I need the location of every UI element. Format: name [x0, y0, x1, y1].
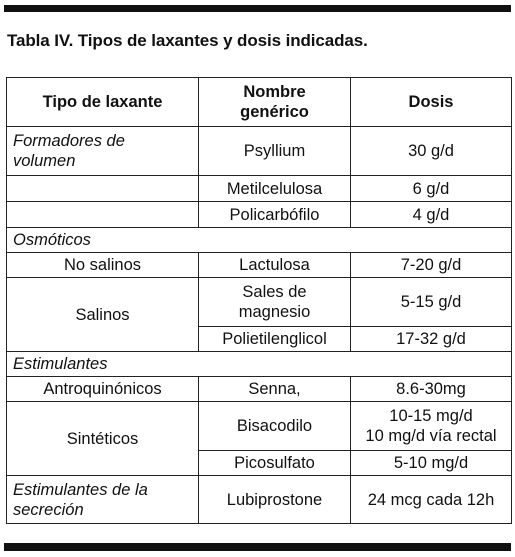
header-nombre-line1: Nombre — [243, 83, 306, 101]
section-row — [7, 228, 512, 253]
nombre-cell: Policarbófilo — [199, 202, 351, 228]
nombre-cell: Senna, — [199, 377, 351, 402]
category-line: Estimulantes de la — [13, 480, 148, 499]
dosis-cell: 6 g/d — [351, 176, 512, 202]
dosis-cell — [351, 402, 512, 451]
nombre-cell: Lubiprostone — [199, 476, 351, 524]
dosis-cell: 30 g/d — [351, 127, 512, 176]
dosis-cell: 5-10 mg/d — [351, 451, 512, 476]
nombre-line: magnesio — [238, 303, 311, 321]
tipo-cell: Salinos — [7, 278, 199, 352]
category-secrecion — [7, 476, 199, 524]
header-nombre-line2: genérico — [240, 103, 309, 121]
dosis-cell: 8.6-30mg — [351, 377, 512, 402]
tipo-cell: No salinos — [7, 253, 199, 278]
top-rule — [4, 5, 511, 12]
category-osmoticos: Osmóticos — [7, 228, 512, 253]
category-estimulantes: Estimulantes — [7, 352, 512, 377]
nombre-cell: Metilcelulosa — [199, 176, 351, 202]
table-row — [7, 278, 512, 327]
dosis-cell: 4 g/d — [351, 202, 512, 228]
dosis-line: 10-15 mg/d — [389, 407, 473, 425]
nombre-cell: Picosulfato — [199, 451, 351, 476]
bottom-rule — [4, 543, 511, 551]
empty-cell — [7, 176, 199, 202]
nombre-cell: Psyllium — [199, 127, 351, 176]
nombre-cell: Bisacodilo — [199, 402, 351, 451]
tipo-cell: Sintéticos — [7, 402, 199, 476]
category-line: Formadores de — [13, 132, 125, 150]
dosis-cell: 7-20 g/d — [351, 253, 512, 278]
nombre-cell: Lactulosa — [199, 253, 351, 278]
table-row — [7, 127, 512, 176]
table-row — [7, 202, 512, 228]
category-line: volumen — [13, 152, 76, 170]
empty-cell — [7, 202, 199, 228]
nombre-cell: Polietilenglicol — [199, 327, 351, 352]
header-row — [7, 78, 512, 127]
table-row — [7, 402, 512, 451]
table-row — [7, 377, 512, 402]
laxatives-table — [6, 77, 512, 524]
nombre-cell — [199, 278, 351, 327]
dosis-cell: 5-15 g/d — [351, 278, 512, 327]
table-row — [7, 253, 512, 278]
dosis-line: 10 mg/d vía rectal — [365, 427, 497, 445]
section-row — [7, 352, 512, 377]
header-tipo: Tipo de laxante — [7, 78, 199, 127]
dosis-cell: 24 mcg cada 12h — [351, 476, 512, 524]
dosis-cell: 17-32 g/d — [351, 327, 512, 352]
table-caption: Tabla IV. Tipos de laxantes y dosis indicadas. — [7, 31, 368, 50]
header-dosis: Dosis — [351, 78, 512, 127]
nombre-line: Sales de — [242, 283, 307, 301]
category-line: secreción — [13, 500, 84, 519]
table-row — [7, 176, 512, 202]
header-nombre — [199, 78, 351, 127]
table-row — [7, 476, 512, 524]
category-formadores — [7, 127, 199, 176]
tipo-cell: Antroquinónicos — [7, 377, 199, 402]
